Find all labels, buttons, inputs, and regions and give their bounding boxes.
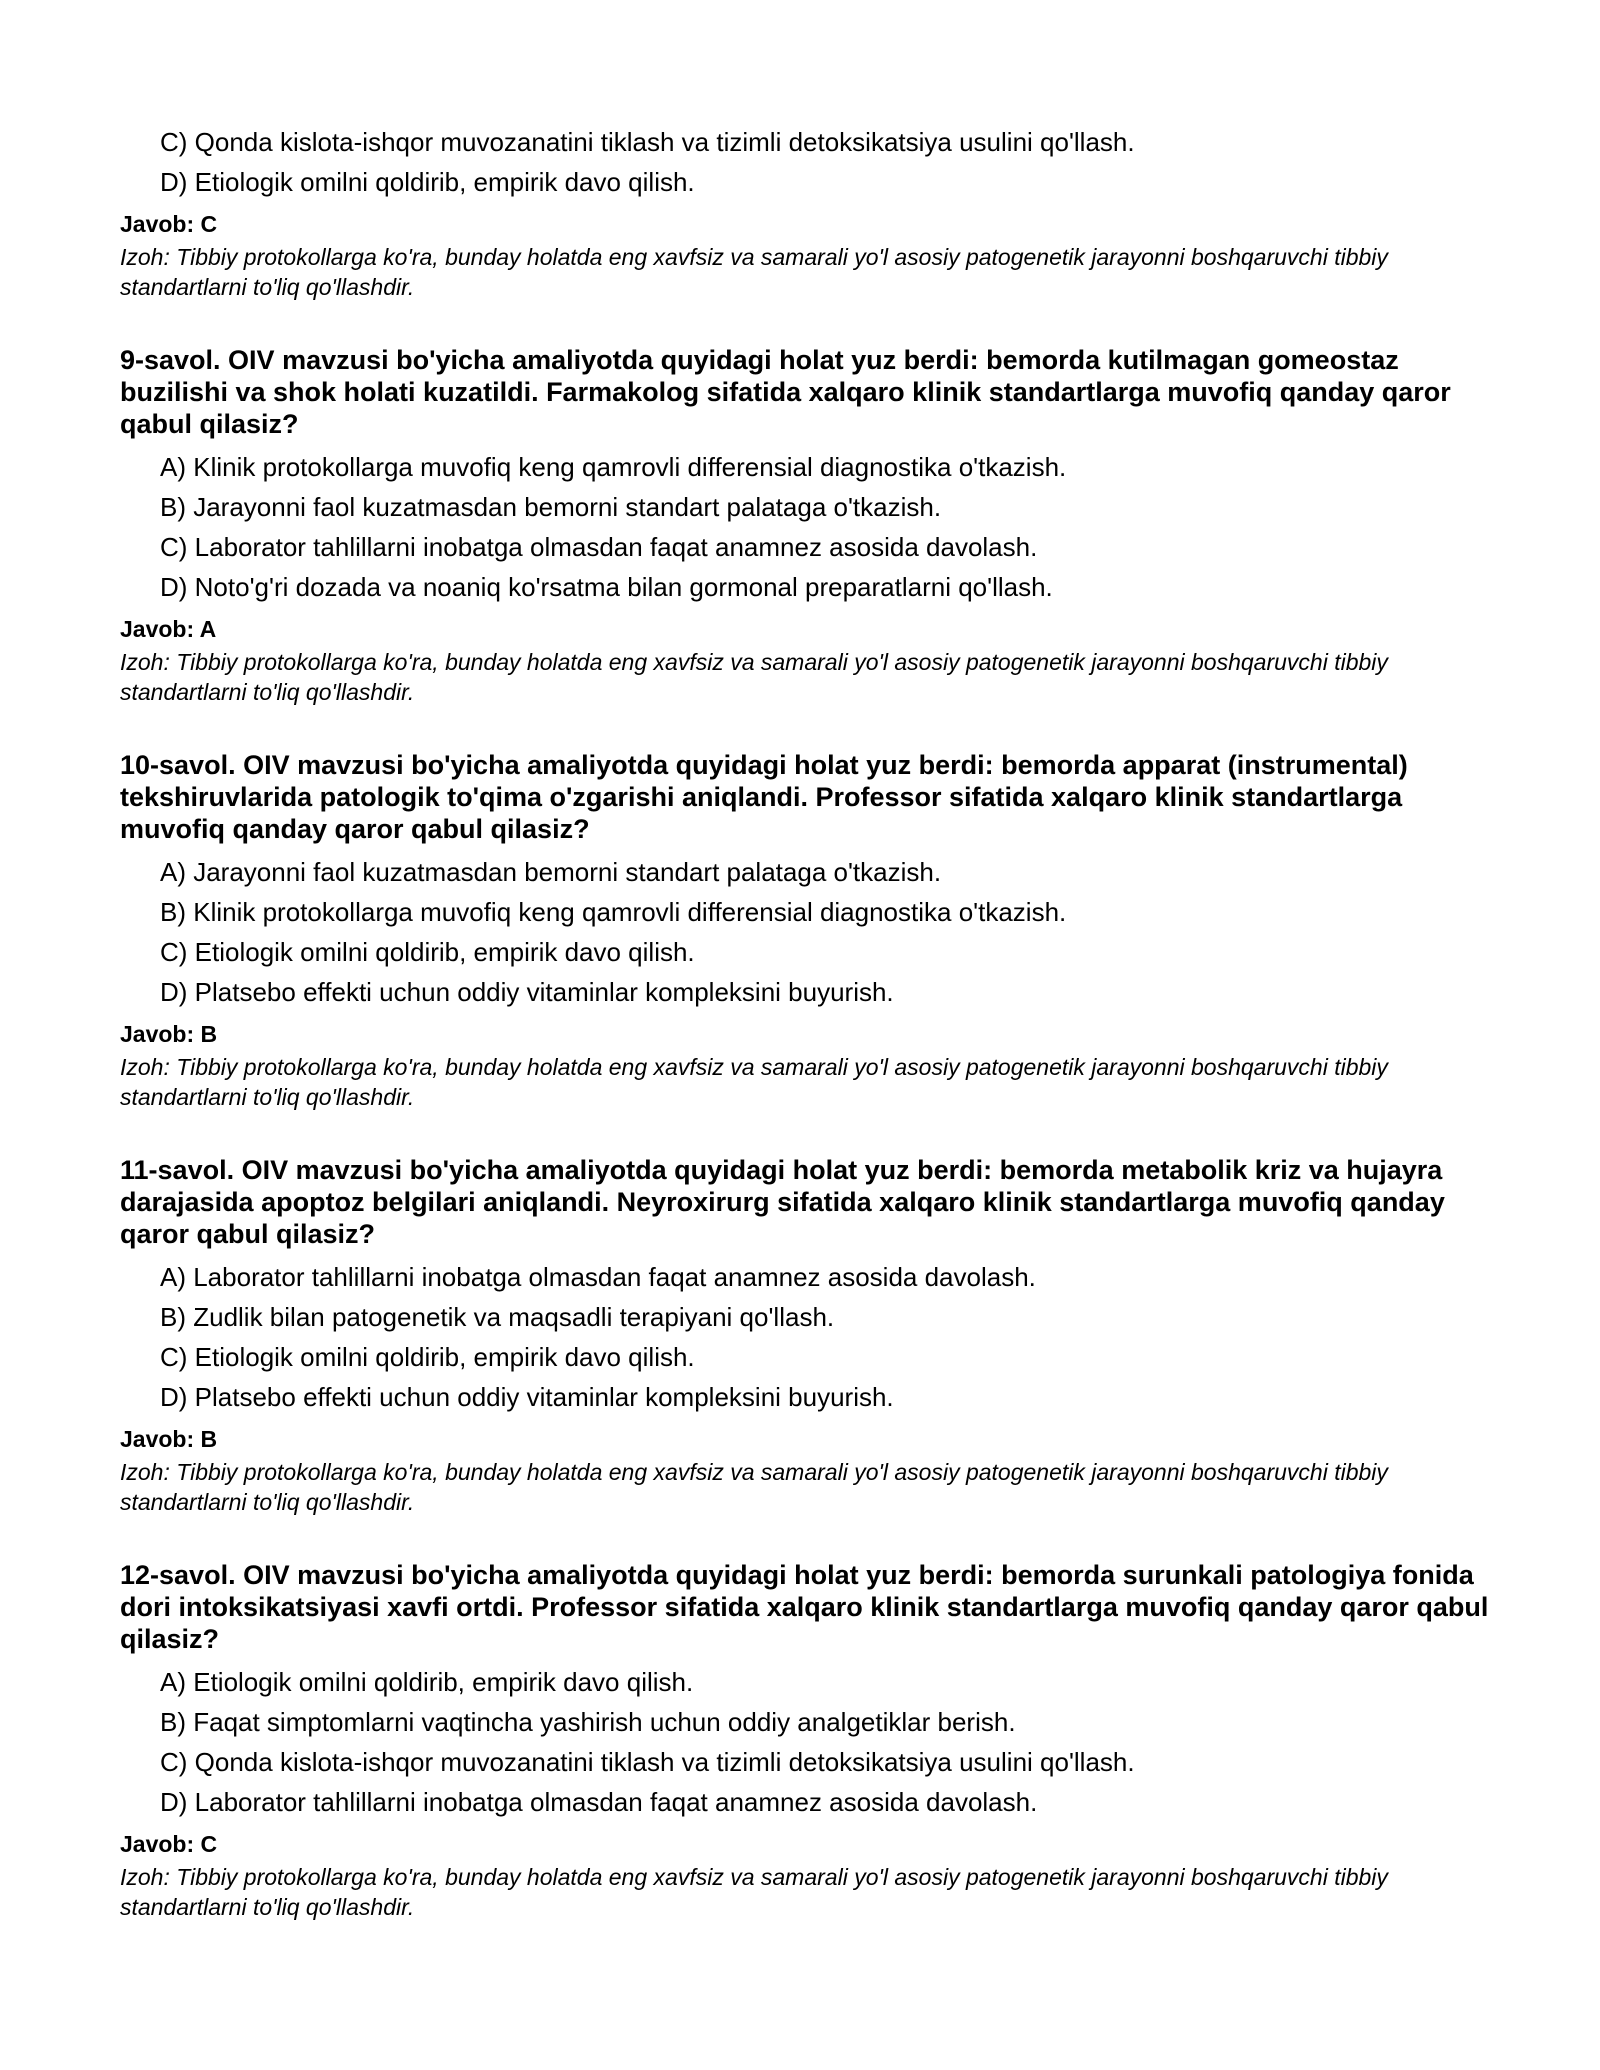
option-a: A) Etiologik omilni qoldirib, empirik davo qilish. [160,1667,694,1697]
question-text: 9-savol. OIV mavzusi bo'yicha amaliyotda quyidagi holat yuz berdi: bemorda kutilmagan gomeostaz buzilishi va shok holati kuzatildi. Farmakolog sifatida xalqaro klinik standartlarga muvofiq qanday qaror qabul qilasiz? [120,345,1451,439]
option-d: D) Etiologik omilni qoldirib, empirik davo qilish. [160,167,695,197]
question-text: 12-savol. OIV mavzusi bo'yicha amaliyotda quyidagi holat yuz berdi: bemorda surunkali patologiya fonida dori intoksikatsiyasi xavfi ortdi. Professor sifatida xalqaro klinik standartlarga muvofiq qanday qaror qabul qilasiz? [120,1560,1489,1654]
explanation-note: Izoh: Tibbiy protokollarga ko'ra, bunday holatda eng xavfsiz va samarali yo'l asosiy patogenetik jarayonni boshqaruvchi tibbiy standartlarni to'liq qo'llashdir. [120,649,1388,705]
answer-line: Javob: C [120,1831,218,1857]
document-page [120,122,1500,1922]
option-c: C) Etiologik omilni qoldirib, empirik davo qilish. [160,937,695,967]
question-block-11 [120,1154,1500,1517]
option-d: D) Platsebo effekti uchun oddiy vitaminlar kompleksini buyurish. [160,1382,894,1412]
option-c: C) Qonda kislota-ishqor muvozanatini tiklash va tizimli detoksikatsiya usulini qo'llash. [160,1747,1135,1777]
explanation-note: Izoh: Tibbiy protokollarga ko'ra, bunday holatda eng xavfsiz va samarali yo'l asosiy patogenetik jarayonni boshqaruvchi tibbiy standartlarni to'liq qo'llashdir. [120,1054,1388,1110]
question-block-12 [120,1559,1500,1922]
option-d: D) Noto'g'ri dozada va noaniq ko'rsatma bilan gormonal preparatlarni qo'llash. [160,572,1053,602]
option-a: A) Laborator tahlillarni inobatga olmasdan faqat anamnez asosida davolash. [160,1262,1036,1292]
option-a: A) Klinik protokollarga muvofiq keng qamrovli differensial diagnostika o'tkazish. [160,452,1067,482]
option-c: C) Laborator tahlillarni inobatga olmasdan faqat anamnez asosida davolash. [160,532,1038,562]
explanation-note: Izoh: Tibbiy protokollarga ko'ra, bunday holatda eng xavfsiz va samarali yo'l asosiy patogenetik jarayonni boshqaruvchi tibbiy standartlarni to'liq qo'llashdir. [120,1459,1388,1515]
answer-line: Javob: C [120,211,218,237]
option-c: C) Etiologik omilni qoldirib, empirik davo qilish. [160,1342,695,1372]
question-block-9 [120,344,1500,707]
option-d: D) Platsebo effekti uchun oddiy vitaminlar kompleksini buyurish. [160,977,894,1007]
answer-line: Javob: B [120,1426,218,1452]
option-b: B) Zudlik bilan patogenetik va maqsadli terapiyani qo'llash. [160,1302,835,1332]
option-d: D) Laborator tahlillarni inobatga olmasdan faqat anamnez asosida davolash. [160,1787,1038,1817]
explanation-note: Izoh: Tibbiy protokollarga ko'ra, bunday holatda eng xavfsiz va samarali yo'l asosiy patogenetik jarayonni boshqaruvchi tibbiy standartlarni to'liq qo'llashdir. [120,1864,1388,1920]
question-block-10 [120,749,1500,1112]
question-text: 10-savol. OIV mavzusi bo'yicha amaliyotda quyidagi holat yuz berdi: bemorda apparat (instrumental) tekshiruvlarida patologik to'qima o'zgarishi aniqlandi. Professor sifatida xalqaro klinik standartlarga muvofiq qanday qaror qabul qilasiz? [120,750,1408,844]
option-b: B) Jarayonni faol kuzatmasdan bemorni standart palataga o'tkazish. [160,492,942,522]
question-text: 11-savol. OIV mavzusi bo'yicha amaliyotda quyidagi holat yuz berdi: bemorda metabolik kriz va hujayra darajasida apoptoz belgilari aniqlandi. Neyroxirurg sifatida xalqaro klinik standartlarga muvofiq qanday qaror qabul qilasiz? [120,1155,1445,1249]
explanation-note: Izoh: Tibbiy protokollarga ko'ra, bunday holatda eng xavfsiz va samarali yo'l asosiy patogenetik jarayonni boshqaruvchi tibbiy standartlarni to'liq qo'llashdir. [120,244,1388,300]
option-c: C) Qonda kislota-ishqor muvozanatini tiklash va tizimli detoksikatsiya usulini qo'llash. [160,127,1135,157]
option-b: B) Faqat simptomlarni vaqtincha yashirish uchun oddiy analgetiklar berish. [160,1707,1016,1737]
answer-line: Javob: B [120,1021,218,1047]
answer-line: Javob: A [120,616,217,642]
option-a: A) Jarayonni faol kuzatmasdan bemorni standart palataga o'tkazish. [160,857,942,887]
option-b: B) Klinik protokollarga muvofiq keng qamrovli differensial diagnostika o'tkazish. [160,897,1067,927]
question-8-continuation [120,122,1500,302]
